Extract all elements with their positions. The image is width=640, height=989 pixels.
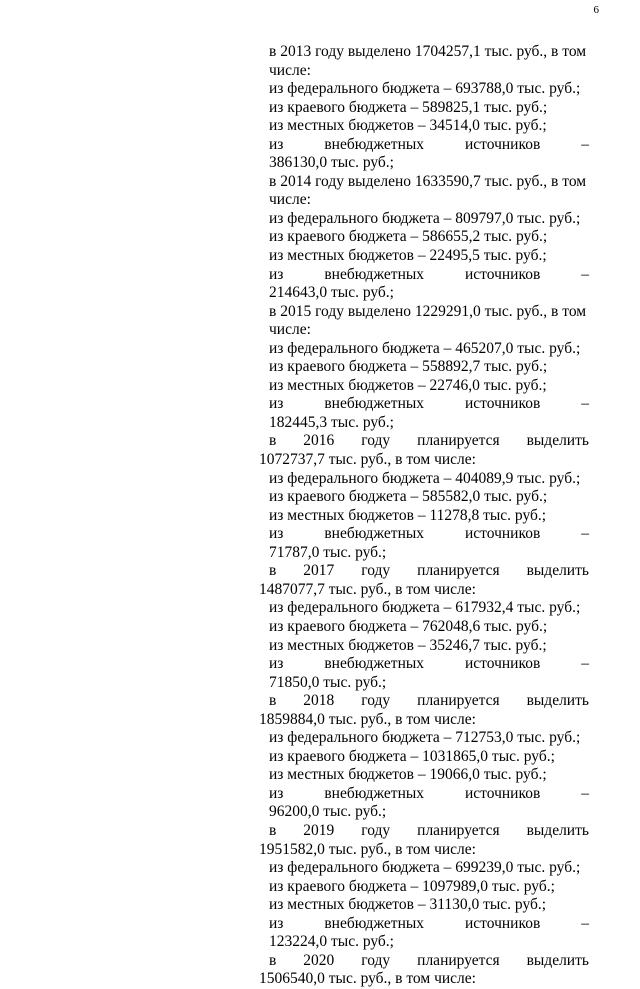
- text-word: –: [581, 784, 589, 802]
- text-line: 1072737,7 тыс. руб., в том числе:: [259, 451, 476, 469]
- text-line: из местных бюджетов – 19066,0 тыс. руб.;: [269, 766, 547, 784]
- text-line: 1487077,7 тыс. руб., в том числе:: [259, 580, 476, 598]
- text-line: из краевого бюджета – 558892,7 тыс. руб.;: [269, 358, 548, 376]
- text-word: –: [581, 655, 589, 673]
- text-line: [269, 266, 589, 285]
- text-line: из местных бюджетов – 31130,0 тыс. руб.;: [269, 896, 547, 914]
- text-line: из федерального бюджета – 404089,9 тыс. руб.;: [269, 469, 581, 487]
- text-line: [269, 136, 589, 155]
- text-line: из местных бюджетов – 34514,0 тыс. руб.;: [269, 117, 547, 135]
- text-word: году: [361, 692, 391, 710]
- text-word: источников: [464, 655, 541, 673]
- text-word: внебюджетных: [324, 265, 425, 283]
- text-line: [269, 525, 589, 544]
- text-line: из краевого бюджета – 1097989,0 тыс. руб.;: [269, 877, 555, 895]
- text-line: числе:: [269, 321, 311, 339]
- text-line: из федерального бюджета – 809797,0 тыс. руб.;: [269, 209, 581, 227]
- text-word: внебюджетных: [324, 914, 425, 932]
- text-word: году: [361, 562, 391, 580]
- text-word: выделить: [526, 692, 589, 710]
- text-line: [269, 692, 589, 711]
- text-word: из: [269, 265, 284, 283]
- text-word: планируется: [417, 692, 500, 710]
- page-number: 6: [593, 4, 599, 16]
- text-line: [269, 952, 589, 971]
- text-line: в 2015 году выделено 1229291,0 тыс. руб., в том: [269, 302, 587, 320]
- text-word: внебюджетных: [324, 784, 425, 802]
- text-word: источников: [464, 525, 541, 543]
- text-word: в: [269, 821, 277, 839]
- text-line: из местных бюджетов – 35246,7 тыс. руб.;: [269, 636, 547, 654]
- text-word: из: [269, 395, 284, 413]
- document-text-column: [259, 43, 589, 989]
- text-word: 2020: [303, 951, 335, 969]
- text-line: 386130,0 тыс. руб.;: [269, 154, 394, 172]
- text-word: в: [269, 692, 277, 710]
- text-word: в: [269, 951, 277, 969]
- text-word: планируется: [417, 432, 500, 450]
- text-line: из местных бюджетов – 11278,8 тыс. руб.;: [269, 506, 547, 524]
- text-line: 71787,0 тыс. руб.;: [269, 543, 387, 561]
- text-line: [269, 915, 589, 934]
- text-line: [269, 822, 589, 841]
- text-word: из: [269, 784, 284, 802]
- text-line: [269, 562, 589, 581]
- text-line: [269, 395, 589, 414]
- text-word: –: [581, 265, 589, 283]
- text-word: источников: [464, 265, 541, 283]
- text-word: 2018: [303, 692, 335, 710]
- text-word: внебюджетных: [324, 655, 425, 673]
- text-word: году: [361, 432, 391, 450]
- text-word: выделить: [526, 951, 589, 969]
- text-word: планируется: [417, 951, 500, 969]
- text-line: [269, 655, 589, 674]
- text-word: году: [361, 951, 391, 969]
- text-word: планируется: [417, 562, 500, 580]
- text-word: источников: [464, 784, 541, 802]
- text-line: [269, 432, 589, 451]
- text-line: из местных бюджетов – 22495,5 тыс. руб.;: [269, 247, 547, 265]
- text-line: из краевого бюджета – 589825,1 тыс. руб.;: [269, 98, 548, 116]
- text-line: в 2014 году выделено 1633590,7 тыс. руб., в том: [269, 172, 587, 190]
- text-word: источников: [464, 395, 541, 413]
- text-line: числе:: [269, 61, 311, 79]
- text-line: числе:: [269, 191, 311, 209]
- text-word: 2017: [303, 562, 335, 580]
- text-line: из местных бюджетов – 22746,0 тыс. руб.;: [269, 376, 547, 394]
- text-word: выделить: [526, 821, 589, 839]
- text-word: в: [269, 432, 277, 450]
- text-line: 214643,0 тыс. руб.;: [269, 284, 394, 302]
- text-word: –: [581, 395, 589, 413]
- text-line: 1951582,0 тыс. руб., в том числе:: [259, 840, 476, 858]
- text-word: источников: [464, 914, 541, 932]
- text-line: из федерального бюджета – 617932,4 тыс. руб.;: [269, 599, 581, 617]
- text-line: из краевого бюджета – 585582,0 тыс. руб.;: [269, 488, 548, 506]
- text-line: из краевого бюджета – 586655,2 тыс. руб.;: [269, 228, 548, 246]
- text-word: из: [269, 135, 284, 153]
- text-word: –: [581, 914, 589, 932]
- text-word: планируется: [417, 821, 500, 839]
- text-line: из федерального бюджета – 465207,0 тыс. руб.;: [269, 339, 581, 357]
- text-line: из федерального бюджета – 712753,0 тыс. руб.;: [269, 729, 581, 747]
- text-word: внебюджетных: [324, 525, 425, 543]
- text-line: из федерального бюджета – 699239,0 тыс. руб.;: [269, 859, 581, 877]
- text-word: выделить: [526, 562, 589, 580]
- text-line: 182445,3 тыс. руб.;: [269, 413, 394, 431]
- text-line: в 2013 году выделено 1704257,1 тыс. руб., в том: [269, 43, 587, 60]
- text-line: 71850,0 тыс. руб.;: [269, 673, 387, 691]
- text-word: источников: [464, 135, 541, 153]
- text-line: 1506540,0 тыс. руб., в том числе:: [259, 970, 476, 988]
- text-line: из краевого бюджета – 1031865,0 тыс. руб.;: [269, 747, 555, 765]
- text-line: из федерального бюджета – 693788,0 тыс. руб.;: [269, 80, 581, 98]
- text-word: году: [361, 821, 391, 839]
- text-line: [269, 785, 589, 804]
- text-word: внебюджетных: [324, 395, 425, 413]
- text-line: 1859884,0 тыс. руб., в том числе:: [259, 710, 476, 728]
- text-line: 96200,0 тыс. руб.;: [269, 803, 387, 821]
- text-word: –: [581, 135, 589, 153]
- text-word: 2016: [303, 432, 335, 450]
- text-word: из: [269, 914, 284, 932]
- text-word: внебюджетных: [324, 135, 425, 153]
- text-word: –: [581, 525, 589, 543]
- text-word: из: [269, 655, 284, 673]
- text-word: выделить: [526, 432, 589, 450]
- text-word: в: [269, 562, 277, 580]
- text-line: 123224,0 тыс. руб.;: [269, 933, 394, 951]
- text-line: из краевого бюджета – 762048,6 тыс. руб.;: [269, 617, 548, 635]
- text-word: 2019: [303, 821, 335, 839]
- text-word: из: [269, 525, 284, 543]
